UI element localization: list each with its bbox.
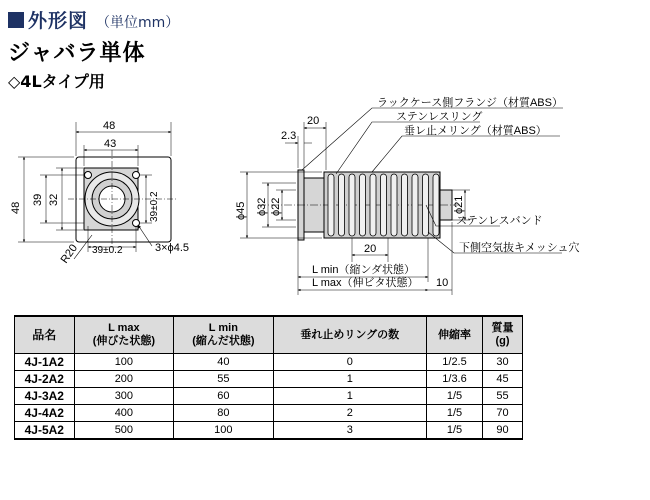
column-header-line2: (伸びた状態) [92,335,156,347]
cell-ratio: 1/3.6 [426,371,482,388]
cell-mass: 70 [483,405,523,422]
column-header [426,316,482,354]
cell-lmax: 200 [74,371,173,388]
cell-model: 4J-2A2 [15,371,75,388]
cell-rings: 1 [273,388,426,405]
lmin-label: L min（縮ンダ状態） [312,264,416,276]
dim-bottom: 39±0.2 [92,245,123,256]
product-subtitle: ジャバラ単体 [8,41,146,66]
callout-mesh: 下側空気抜キメッシュ穴 [459,242,580,254]
cell-rings: 1 [273,371,426,388]
cell-lmax: 100 [74,354,173,371]
cell-model: 4J-5A2 [15,422,75,440]
column-header [74,316,173,354]
cell-lmin: 55 [174,371,273,388]
bellows-fold [402,174,408,236]
bellows-fold [381,174,387,236]
cell-lmax: 500 [74,422,173,440]
bellows-fold [328,174,334,236]
dim-left-outer: 48 [10,201,22,214]
dim-phi21: ϕ21 [453,195,465,214]
cell-mass: 90 [483,422,523,440]
cell-ratio: 1/2.5 [426,354,482,371]
callout-flange: ラックケース側フランジ（材質ABS） [377,97,563,109]
unit-note: （単位mm） [96,15,180,31]
table-row [15,354,523,371]
dim-20-top: 20 [307,115,320,127]
column-header-line1: 垂れ止めリングの数 [300,328,400,341]
mount-hole [85,172,92,179]
cell-lmax: 300 [74,388,173,405]
column-header-line2: (縮んだ状態) [192,335,255,347]
cell-model: 4J-1A2 [15,354,75,371]
callout-stop-ring: 垂レ止メリング（材質ABS） [404,125,547,137]
cell-rings: 0 [273,354,426,371]
side-view [258,170,460,240]
table-row [15,422,523,440]
cell-lmin: 80 [174,405,273,422]
column-header [15,316,75,354]
front-view [18,122,178,259]
radius-label: R20 [58,242,81,266]
bellows-fold [349,174,355,236]
dim-phi45: ϕ45 [235,201,247,220]
column-header [273,316,426,354]
hole-label: 3×ϕ4.5 [155,242,189,254]
type-label: ◇4Lタイプ用 [8,72,105,91]
column-header-line1: L min [208,322,238,334]
cell-rings: 2 [273,405,426,422]
dim-2-3: 2.3 [281,130,297,142]
cell-mass: 55 [483,388,523,405]
bellows-fold [391,174,397,236]
dim-right: 39±0.2 [149,191,160,222]
column-header-line1: 質量 [491,322,514,334]
table-row [15,388,523,405]
bellows-fold [423,174,429,236]
mount-hole [133,172,140,179]
table-header-row [15,316,523,354]
table-body [15,354,523,440]
dim-top-outer: 48 [103,120,116,132]
bellows-convolutions [328,174,439,236]
callout-band: ステンレスバンド [456,215,543,227]
dim-phi32: ϕ32 [256,197,268,216]
cell-mass: 45 [483,371,523,388]
bellows-fold [360,174,366,236]
cell-ratio: 1/5 [426,422,482,440]
column-header [174,316,273,354]
cell-lmin: 60 [174,388,273,405]
cell-ratio: 1/5 [426,405,482,422]
column-header-line1: L max [108,322,140,334]
cell-lmin: 100 [174,422,273,440]
dim-phi22: ϕ22 [270,197,282,216]
cell-lmax: 400 [74,405,173,422]
column-header-line1: 品名 [32,327,57,342]
cell-model: 4J-3A2 [15,388,75,405]
dim-top-inner: 43 [104,138,117,150]
cell-lmin: 40 [174,354,273,371]
section-title: 外形図 [28,10,89,32]
dim-left-inner: 32 [48,193,60,206]
lmax-label: L max（伸ビタ状態） [312,277,419,289]
dim-10: 10 [436,277,449,289]
bellows-fold [412,174,418,236]
dim-left-mid: 39 [32,193,44,206]
cell-mass: 30 [483,354,523,371]
callout-ring: ステンレスリング [396,111,483,123]
column-header-line1: 伸縮率 [438,328,471,341]
bellows-fold [339,174,345,236]
column-header-line2: (g) [495,335,510,347]
table-row [15,371,523,388]
cell-ratio: 1/5 [426,388,482,405]
table-row [15,405,523,422]
bellows-fold [433,174,439,236]
cell-rings: 3 [273,422,426,440]
bellows-fold [370,174,376,236]
spec-table [14,315,523,440]
column-header [483,316,523,354]
dim-20-bottom: 20 [364,243,377,255]
cell-model: 4J-4A2 [15,405,75,422]
